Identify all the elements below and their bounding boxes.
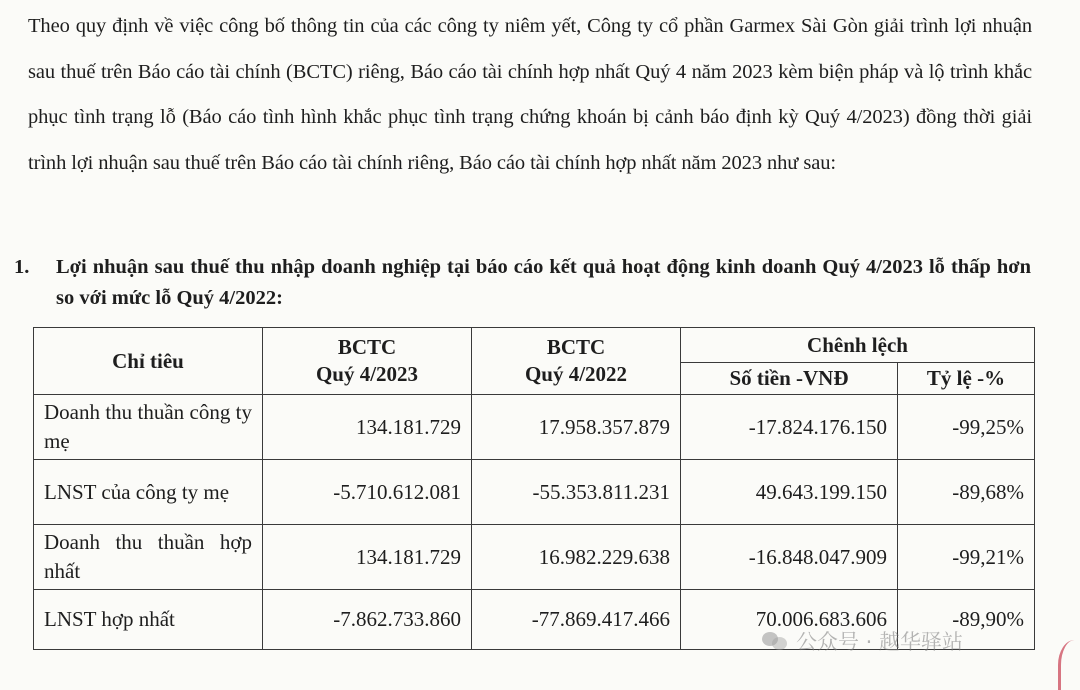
section-number: 1. (14, 256, 30, 278)
cell-q4-2023: 134.181.729 (263, 525, 472, 590)
cell-diff-rate: -89,68% (898, 460, 1035, 525)
cell-q4-2022: 16.982.229.638 (472, 525, 681, 590)
cell-diff-amount: -17.824.176.150 (681, 395, 898, 460)
table-row (34, 460, 1035, 525)
watermark-text: 公众号 · 越华驿站 (796, 630, 964, 654)
seal-stamp-edge (1058, 640, 1080, 690)
section-title: Lợi nhuận sau thuế thu nhập doanh nghiệp tại báo cáo kết quả hoạt động kinh doanh Quý 4/2023 lỗ thấp hơn so với mức lỗ Quý 4/2022: (56, 256, 1031, 309)
header-q4-2023-line1: BCTC (337, 335, 397, 359)
row-label: LNST hợp nhất (34, 590, 263, 650)
cell-diff-amount: -16.848.047.909 (681, 525, 898, 590)
header-difference: Chênh lệch (681, 328, 1035, 363)
intro-paragraph: Theo quy định về việc công bố thông tin của các công ty niêm yết, Công ty cổ phần Garmex Sài Gòn giải trình lợi nhuận sau thuế trên Báo cáo tài chính (BCTC) riêng, Báo cáo tài chính hợp nhất Quý 4 năm 2023 kèm biện pháp và lộ trình khắc phục tình trạng lỗ (Báo cáo tình hình khắc phục tình trạng chứng khoán bị cảnh báo định kỳ Quý 4/2023) đồng thời giải trình lợi nhuận sau thuế trên Báo cáo tài chính riêng, Báo cáo tài chính hợp nhất năm 2023 như sau: (28, 15, 1032, 174)
profit-comparison-table (33, 327, 1035, 650)
cell-q4-2022: -55.353.811.231 (472, 460, 681, 525)
row-label: Doanh thu thuần hợp nhất (34, 525, 263, 590)
cell-diff-amount: 70.006.683.606 (681, 590, 898, 650)
cell-diff-rate: -99,25% (898, 395, 1035, 460)
header-q4-2023 (263, 328, 472, 395)
header-indicator: Chỉ tiêu (34, 328, 263, 395)
header-q4-2022-line2: Quý 4/2022 (524, 362, 628, 386)
cell-q4-2023: 134.181.729 (263, 395, 472, 460)
table-header-row (34, 328, 1035, 363)
header-q4-2023-line2: Quý 4/2023 (315, 362, 419, 386)
row-label: LNST của công ty mẹ (34, 460, 263, 525)
header-q4-2022-line1: BCTC (546, 335, 606, 359)
cell-q4-2023: -7.862.733.860 (263, 590, 472, 650)
wechat-icon (762, 630, 788, 652)
header-q4-2022 (472, 328, 681, 395)
cell-q4-2022: -77.869.417.466 (472, 590, 681, 650)
cell-diff-rate: -89,90% (898, 590, 1035, 650)
table-row (34, 395, 1035, 460)
cell-q4-2022: 17.958.357.879 (472, 395, 681, 460)
cell-diff-amount: 49.643.199.150 (681, 460, 898, 525)
table-row (34, 525, 1035, 590)
cell-q4-2023: -5.710.612.081 (263, 460, 472, 525)
header-diff-rate: Tỷ lệ -% (898, 363, 1035, 395)
cell-diff-rate: -99,21% (898, 525, 1035, 590)
header-diff-amount: Số tiền -VNĐ (681, 363, 898, 395)
watermark (762, 626, 963, 656)
row-label: Doanh thu thuần công ty mẹ (34, 395, 263, 460)
